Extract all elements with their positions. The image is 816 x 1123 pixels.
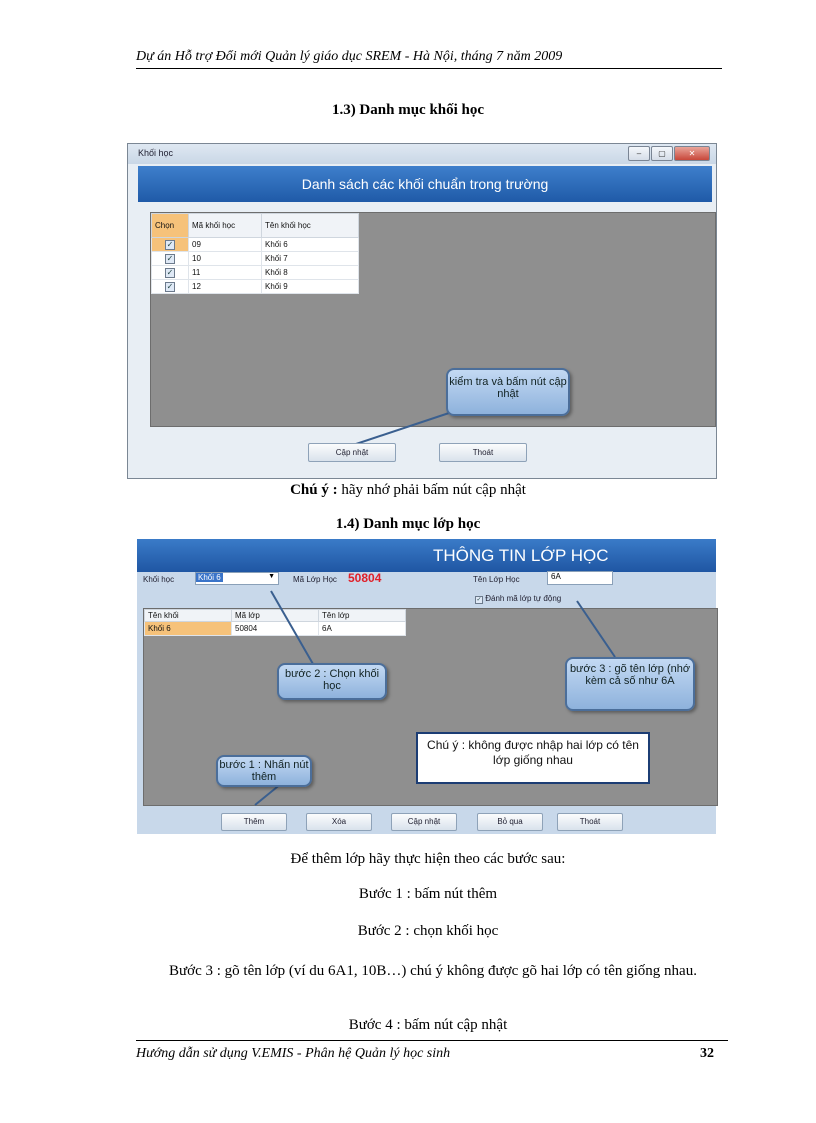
class-info-window (137, 539, 716, 834)
auto-code-label: Đánh mã lớp tự động (485, 594, 562, 603)
col-grade[interactable]: Tên khối (145, 610, 232, 622)
grade-label: Khối học (143, 575, 175, 584)
page-number: 32 (700, 1046, 714, 1061)
row-checkbox[interactable]: ✓ (166, 281, 174, 291)
col-select[interactable]: Chọn (152, 214, 189, 238)
grade-code: 10 (189, 252, 262, 266)
duplicate-class-note: Chú ý : không được nhập hai lớp có tên lớp giống nhau (416, 732, 650, 784)
col-class-code[interactable]: Mã lớp (232, 610, 319, 622)
col-grade-name[interactable]: Tên khối học (262, 214, 359, 238)
grade-code: 09 (189, 238, 262, 252)
close-button[interactable]: ✕ (674, 146, 710, 161)
caption-text: hãy nhớ phải bấm nút cập nhật (341, 482, 526, 498)
checkbox-checked-icon: ✓ (476, 597, 482, 603)
add-button[interactable]: Thêm (221, 813, 287, 831)
grade-name: Khối 9 (262, 280, 359, 294)
class-code-label: Mã Lớp Học (293, 575, 337, 584)
callout-pointer (128, 144, 718, 480)
grade-name: Khối 7 (262, 252, 359, 266)
grade-name: Khối 8 (262, 266, 359, 280)
chevron-down-icon: ▼ (268, 573, 275, 580)
callout-check-update: kiểm tra và bấm nút cập nhật (446, 368, 570, 416)
update-button[interactable]: Cập nhật (391, 813, 457, 831)
update-button[interactable]: Cập nhật (308, 443, 396, 462)
callout-step2: bước 2 : Chọn khối học (277, 663, 387, 700)
footer-rule (136, 1040, 728, 1041)
callout-step3: bước 3 : gõ tên lớp (nhớ kèm cả số như 6A (565, 657, 695, 711)
caption-bold: Chú ý : (290, 482, 338, 498)
header-rule (136, 68, 722, 69)
instruction-step1: Bước 1 : bấm nút thêm (358, 886, 498, 902)
instruction-step3: Bước 3 : gõ tên lớp (ví du 6A1, 10B…) chú ý không được gõ hai lớp có tên giống nhau. (169, 963, 697, 979)
row-class-code: 50804 (232, 622, 319, 636)
grades-banner: Danh sách các khối chuẩn trong trường (138, 166, 712, 202)
grades-window (127, 143, 717, 479)
grade-code: 12 (189, 280, 262, 294)
row-checkbox[interactable]: ✓ (166, 267, 174, 277)
row-checkbox[interactable]: ✓ (166, 239, 174, 249)
delete-button[interactable]: Xóa (306, 813, 372, 831)
col-class-name[interactable]: Tên lớp (319, 610, 406, 622)
grade-name: Khối 6 (262, 238, 359, 252)
minimize-button[interactable]: – (628, 146, 650, 161)
class-name-value: 6A (551, 572, 561, 581)
grade-select-value: Khối 6 (198, 573, 221, 582)
section-title-grades: 1.3) Danh mục khối học (331, 102, 485, 118)
class-info-banner-text: THÔNG TIN LỚP HỌC (433, 546, 609, 565)
running-footer: Hướng dẫn sử dụng V.EMIS - Phân hệ Quản lý học sinh (136, 1046, 451, 1061)
running-header: Dự án Hỗ trợ Đổi mới Quản lý giáo dục SREM - Hà Nội, tháng 7 năm 2009 (136, 49, 563, 64)
maximize-button[interactable]: ▢ (651, 146, 673, 161)
instructions-intro: Để thêm lớp hãy thực hiện theo các bước sau: (290, 851, 566, 867)
exit-button[interactable]: Thoát (439, 443, 527, 462)
row-grade: Khối 6 (145, 622, 232, 636)
grade-code: 11 (189, 266, 262, 280)
section-title-classes: 1.4) Danh mục lớp học (335, 516, 481, 532)
col-grade-code[interactable]: Mã khối học (189, 214, 262, 238)
instruction-step2: Bước 2 : chọn khối học (357, 923, 499, 939)
class-code-value: 50804 (348, 571, 382, 585)
skip-button[interactable]: Bỏ qua (477, 813, 543, 831)
class-name-label: Tên Lớp Học (473, 575, 520, 584)
row-checkbox[interactable]: ✓ (166, 253, 174, 263)
callout-step1: bước 1 : Nhấn nút thêm (216, 755, 312, 787)
window-title: Khối học (138, 148, 174, 158)
instruction-step4: Bước 4 : bấm nút cập nhật (348, 1017, 508, 1033)
row-class-name: 6A (319, 622, 406, 636)
exit-button[interactable]: Thoát (557, 813, 623, 831)
caption-note (0, 482, 816, 499)
